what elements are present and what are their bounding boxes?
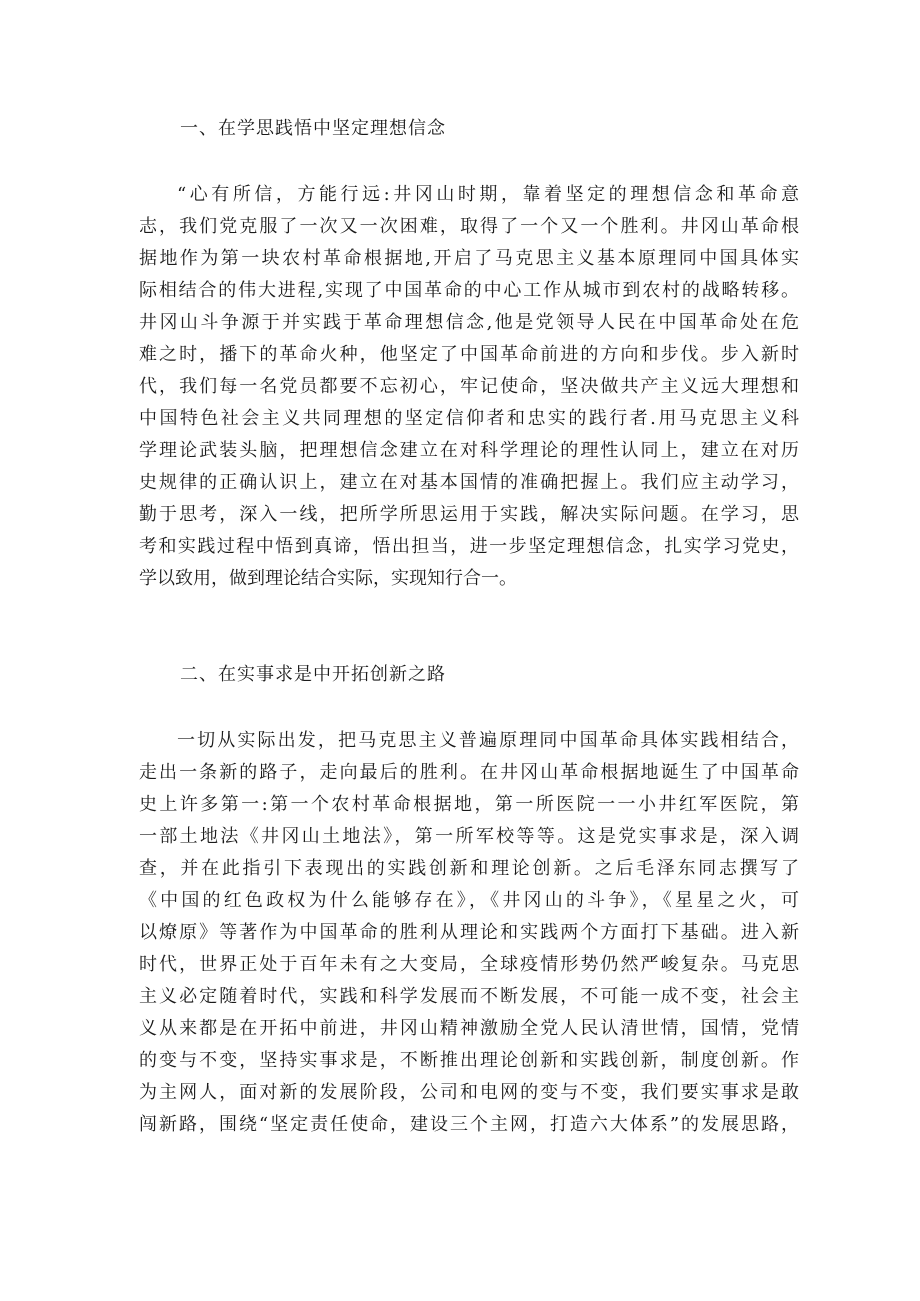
body-line: 义从来都是在开拓中前进，井冈山精神激励全党人民认清世情，国情，党情 xyxy=(139,1018,799,1039)
body-line: 井冈山斗争源于并实践于革命理想信念,他是党领导人民在中国革命处在危 xyxy=(139,312,799,333)
body-line: 为主网人，面对新的发展阶段，公司和电网的变与不变，我们要实事求是敢 xyxy=(139,1082,799,1103)
body-line: 主义必定随着时代，实践和科学发展而不断发展，不可能一成不变，社会主 xyxy=(139,986,799,1007)
body-line: 学以致用，做到理论结合实际，实现知行合一。 xyxy=(139,568,517,589)
body-line: 史上许多第一:第一个农村革命根据地，第一所医院一一小井红军医院，第 xyxy=(139,794,799,815)
body-line: 学理论武装头脑，把理想信念建立在对科学理论的理性认同上，建立在对历 xyxy=(139,440,799,461)
body-line: 以燎原》等著作为中国革命的胜利从理论和实践两个方面打下基础。进入新 xyxy=(139,922,799,943)
body-line: 《中国的红色政权为什么能够存在》，《井冈山的斗争》，《星星之火，可 xyxy=(139,890,799,911)
body-line: 闯新路，围绕“坚定责任使命，建设三个主网，打造六大体系”的发展思路， xyxy=(139,1114,799,1135)
body-line: 据地作为第一块农村革命根据地,开启了马克思主义基本原理同中国具体实 xyxy=(139,248,799,269)
body-line: 一部土地法《井冈山土地法》，第一所军校等等。这是党实事求是，深入调 xyxy=(139,826,799,847)
body-line: “心有所信，方能行远:井冈山时期，靠着坚定的理想信念和革命意 xyxy=(177,184,799,205)
section-2-body xyxy=(139,725,799,1141)
body-line: 的变与不变，坚持实事求是，不断推出理论创新和实践创新，制度创新。作 xyxy=(139,1050,799,1071)
body-line: 一切从实际出发，把马克思主义普遍原理同中国革命具体实践相结合， xyxy=(177,730,799,751)
body-line: 考和实践过程中悟到真谛，悟出担当，进一步坚定理想信念，扎实学习党史， xyxy=(139,536,799,557)
body-line: 中国特色社会主义共同理想的坚定信仰者和忠实的践行者.用马克思主义科 xyxy=(139,408,799,429)
body-line: 走出一条新的路子，走向最后的胜利。在井冈山革命根据地诞生了中国革命 xyxy=(139,762,799,783)
body-line: 难之时，播下的革命火种，他坚定了中国革命前进的方向和步伐。步入新时 xyxy=(139,344,799,365)
section-2-heading: 二、在实事求是中开拓创新之路 xyxy=(180,664,446,685)
section-1-heading: 一、在学思践悟中坚定理想信念 xyxy=(180,118,446,139)
body-line: 查，并在此指引下表现出的实践创新和理论创新。之后毛泽东同志撰写了 xyxy=(139,858,799,879)
body-line: 史规律的正确认识上，建立在对基本国情的准确把握上。我们应主动学习， xyxy=(139,472,799,493)
body-line: 勤于思考，深入一线，把所学所思运用于实践，解决实际问题。在学习，思 xyxy=(139,504,799,525)
body-line: 代，我们每一名党员都要不忘初心，牢记使命，坚决做共产主义远大理想和 xyxy=(139,376,799,397)
body-line: 际相结合的伟大进程,实现了中国革命的中心工作从城市到农村的战略转移。 xyxy=(139,280,799,301)
body-line: 志，我们党克服了一次又一次困难，取得了一个又一个胜利。井冈山革命根 xyxy=(139,216,799,237)
section-1-body xyxy=(139,179,799,595)
body-line: 时代，世界正处于百年未有之大变局，全球疫情形势仍然严峻复杂。马克思 xyxy=(139,954,799,975)
